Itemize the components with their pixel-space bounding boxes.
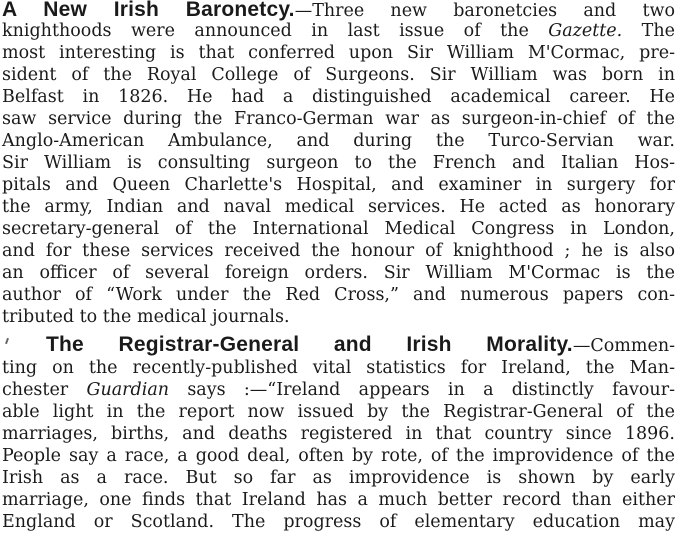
article1-line1-text: Three new baronetcies and two (312, 1, 676, 21)
gazette-italic: Gazette. (548, 21, 623, 41)
article1-line-6: saw service during the Franco-German war as surgeon-in-chief of the (2, 109, 675, 129)
article1-line-2 (2, 21, 675, 41)
article1-line2-text: knighthoods were announced in last issue of the (2, 21, 529, 41)
article1-line-5: Belfast in 1826. He had a distinguished academical career. He (2, 87, 675, 107)
guardian-italic: Guardian (86, 380, 170, 400)
article1-line-10: the army, Indian and naval medical services. He acted as honorary (2, 197, 675, 217)
article2-line-1 (46, 335, 675, 356)
article2-line3-a: chester (2, 380, 69, 400)
article1-heading: A New Irish Baronetcy. (2, 0, 295, 21)
article2-dash: — (572, 336, 591, 356)
article1-line-12: and for these services received the honour of knighthood ; he is also (2, 241, 675, 261)
article1-line-15: tributed to the medical journals. (2, 307, 290, 327)
article1-line-9: pitals and Queen Charlette's Hospital, and examiner in surgery for (2, 175, 675, 195)
article1-line-13: an officer of several foreign orders. Sir William M'Cormac is the (2, 263, 675, 283)
article2-line-5: marriages, births, and deaths registered in that country since 1896. (2, 424, 675, 444)
article1-dash: — (294, 1, 313, 21)
article1-line-7: Anglo-American Ambulance, and during the Turco-Servian war. (2, 131, 675, 151)
article2-line-9: England or Scotland. The progress of elementary education may (2, 512, 675, 532)
article1-line-8: Sir William is consulting surgeon to the French and Italian Hos- (2, 153, 675, 173)
article2-line-6: People say a race, a good deal, often by rote, of the improvidence of the (2, 446, 675, 466)
article2-line-7: Irish as a race. But so far as improvidence is shown by early (2, 468, 675, 488)
article2-line-3 (2, 380, 675, 400)
article2-line-4: able light in the report now issued by the Registrar-General of the (2, 402, 675, 422)
article2-line1-text: Commen- (590, 336, 675, 356)
article1-line2-end: The (641, 21, 675, 41)
article2-heading: The Registrar-General and Irish Morality. (46, 333, 573, 356)
article1-line-3: most interesting is that conferred upon Sir William M'Cormac, pre- (2, 43, 675, 63)
article1-line-4: sident of the Royal College of Surgeons. Sir William was born in (2, 65, 675, 85)
article1-line-1 (2, 0, 675, 21)
print-speck (5, 338, 9, 344)
article2-line3-b: says :—“Ireland appears in a distinctly favour- (187, 380, 675, 400)
article2-line-8: marriage, one finds that Ireland has a much better record than either (2, 490, 675, 510)
article1-line-14: author of “Work under the Red Cross,” and numerous papers con- (2, 285, 675, 305)
article2-line-2: ting on the recently-published vital statistics for Ireland, the Man- (2, 358, 675, 378)
article1-line-11: secretary-general of the International Medical Congress in London, (2, 219, 675, 239)
